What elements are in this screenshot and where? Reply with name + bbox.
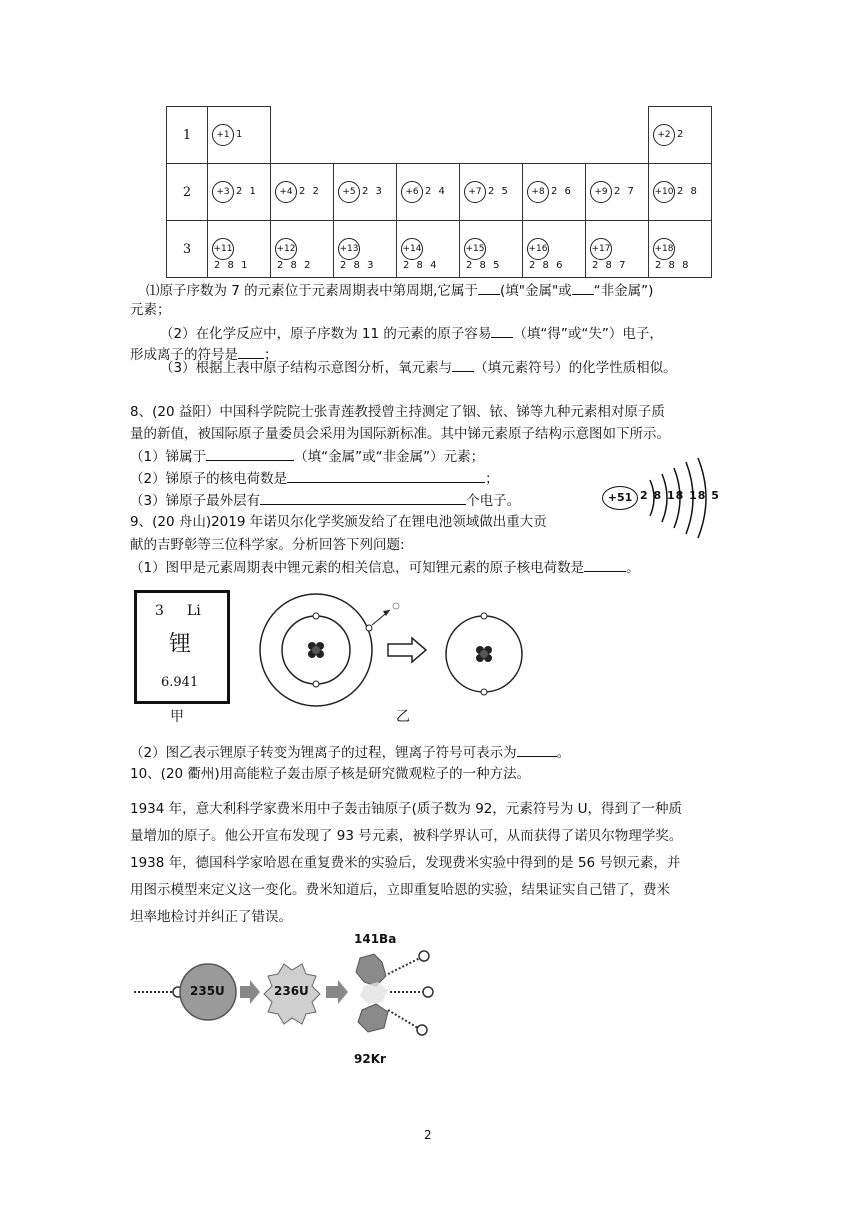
q7-text: (填"金属"或 bbox=[499, 283, 572, 299]
element-cell bbox=[460, 221, 523, 278]
nucleus: +14 bbox=[401, 238, 423, 260]
nucleus: +8 bbox=[527, 181, 549, 203]
nucleus: +6 bbox=[401, 181, 423, 203]
q7-text: （填元素符号）的化学性质相似。 bbox=[474, 360, 677, 376]
element-cell bbox=[397, 221, 460, 278]
lithium-ion-diagram bbox=[256, 588, 546, 708]
element-cell bbox=[271, 221, 334, 278]
periodic-table-fragment bbox=[166, 106, 712, 278]
element-cell bbox=[586, 164, 649, 221]
nucleus: +9 bbox=[590, 181, 612, 203]
q7-text: ； bbox=[264, 347, 278, 363]
nucleus: +5 bbox=[338, 181, 360, 203]
answer-blank[interactable] bbox=[517, 742, 557, 757]
q7-line2: 元素； bbox=[130, 302, 171, 318]
q8-line2: 量的新值，被国际原子量委员会采用为国际新标准。其中锑元素原子结构示意图如下所示。 bbox=[130, 426, 670, 442]
period-label: 1 bbox=[167, 107, 208, 164]
answer-blank[interactable] bbox=[491, 323, 513, 338]
q9-line2: 献的吉野彰等三位科学家。分析回答下列问题: bbox=[130, 537, 405, 553]
shell-electrons: 2 5 bbox=[488, 186, 510, 197]
q8-line5 bbox=[130, 490, 520, 511]
nucleus: +12 bbox=[275, 238, 297, 260]
figure-label-b: 乙 bbox=[396, 709, 410, 725]
nucleus: +7 bbox=[464, 181, 486, 203]
q10-para-line: 用图示模型来定义这一变化。费米知道后，立即重复哈恩的实验，结果证实自己错了，费米 bbox=[130, 882, 670, 898]
element-cell bbox=[649, 164, 712, 221]
figure-label-a: 甲 bbox=[170, 709, 184, 725]
q9-line1: 9、(20 舟山)2019 年诺贝尔化学奖颁发给了在锂电池领域做出重大贡 bbox=[130, 514, 547, 530]
q9-line3 bbox=[130, 557, 640, 578]
q10-para-line: 1938 年，德国科学家哈恩在重复费米的实验后，发现费米实验中得到的是 56 号钡元素，并 bbox=[130, 855, 681, 871]
nucleus: +13 bbox=[338, 238, 360, 260]
element-cell bbox=[334, 221, 397, 278]
q10-para-line: 坦率地检讨并纠正了错误。 bbox=[130, 909, 292, 925]
shell-electrons: 2 8 6 bbox=[529, 260, 565, 271]
q9-line4 bbox=[130, 742, 570, 763]
q9-text: （1）图甲是元素周期表中锂元素的相关信息，可知锂元素的原子核电荷数是 bbox=[130, 560, 585, 576]
q7-text: （3）根据上表中原子结构示意图分析，氧元素与 bbox=[160, 360, 453, 376]
shell-electrons: 2 8 3 bbox=[340, 260, 376, 271]
element-name: 锂 bbox=[169, 632, 192, 657]
answer-blank[interactable] bbox=[478, 280, 500, 295]
element-cell bbox=[271, 164, 334, 221]
q7-text: （2）在化学反应中，原子序数为 11 的元素的原子容易 bbox=[160, 326, 492, 342]
u235-label: 235U bbox=[190, 984, 225, 998]
period-label: 3 bbox=[167, 221, 208, 278]
q8-text: ； bbox=[485, 471, 499, 487]
nucleus: +4 bbox=[275, 181, 297, 203]
shell-electrons: 2 bbox=[677, 129, 686, 140]
q8-text: （1）锑属于 bbox=[130, 449, 207, 465]
q7-text: 形成离子的符号是 bbox=[130, 347, 238, 363]
answer-blank[interactable] bbox=[260, 490, 466, 505]
q9-text: 。 bbox=[556, 745, 571, 761]
answer-blank[interactable] bbox=[452, 357, 474, 372]
answer-blank[interactable] bbox=[572, 280, 594, 295]
shell-electrons: 2 3 bbox=[362, 186, 384, 197]
element-cell bbox=[523, 221, 586, 278]
element-cell bbox=[523, 164, 586, 221]
element-cell bbox=[649, 221, 712, 278]
q7-line1 bbox=[146, 280, 653, 301]
q8-text: （2）锑原子的核电荷数是 bbox=[130, 471, 288, 487]
nucleus: +11 bbox=[212, 238, 234, 260]
q9-text: （2）图乙表示锂原子转变为锂离子的过程，锂离子符号可表示为 bbox=[130, 745, 517, 761]
element-cell bbox=[208, 164, 271, 221]
shell-electrons: 2 8 2 bbox=[277, 260, 313, 271]
element-cell bbox=[586, 221, 649, 278]
q7-text: “非金属”) bbox=[593, 283, 654, 299]
answer-blank[interactable] bbox=[206, 446, 294, 461]
nucleus: +51 bbox=[602, 486, 638, 510]
q7-text: ⑴原子序数为 7 的元素位于元素周期表中第周期,它属于 bbox=[146, 283, 478, 299]
q8-line1: 8、(20 益阳）中国科学院院士张青莲教授曾主持测定了铟、铱、锑等九种元素相对原子质 bbox=[130, 404, 665, 420]
q9-text: 。 bbox=[626, 560, 640, 576]
q8-text: 个电子。 bbox=[466, 493, 521, 509]
shell-electrons: 2 4 bbox=[425, 186, 447, 197]
q8-text: （3）锑原子最外层有 bbox=[130, 493, 261, 509]
q8-line4 bbox=[130, 468, 499, 489]
nucleus: +2 bbox=[653, 124, 675, 146]
u236-label: 236U bbox=[274, 984, 309, 998]
nucleus: +16 bbox=[527, 238, 549, 260]
antimony-atom-diagram bbox=[600, 456, 720, 540]
shell-electrons: 2 8 8 bbox=[655, 260, 691, 271]
q7-line3 bbox=[160, 323, 663, 344]
answer-blank[interactable] bbox=[584, 557, 626, 572]
q10-para-line: 1934 年，意大利科学家费米用中子轰击铀原子(质子数为 92，元素符号为 U，得到了一种质 bbox=[130, 801, 683, 817]
nucleus: +17 bbox=[590, 238, 612, 260]
nucleus: +18 bbox=[653, 238, 675, 260]
q7-line5 bbox=[160, 357, 677, 378]
shell-electrons: 2 8 4 bbox=[403, 260, 439, 271]
shell-electrons: 1 bbox=[236, 129, 245, 140]
empty-cell bbox=[271, 107, 649, 164]
period-label: 2 bbox=[167, 164, 208, 221]
q10-line1: 10、(20 衢州)用高能粒子轰击原子核是研究微观粒子的一种方法。 bbox=[130, 766, 531, 782]
shell-electrons: 2 7 bbox=[614, 186, 636, 197]
shell-electrons: 2 6 bbox=[551, 186, 573, 197]
nucleus: +15 bbox=[464, 238, 486, 260]
shell-electrons: 2 8 bbox=[677, 186, 699, 197]
q7-text: （填“得”或“失”）电子， bbox=[513, 326, 663, 342]
element-cell bbox=[334, 164, 397, 221]
shell-electrons: 2 8 1 bbox=[214, 260, 250, 271]
nucleus: +10 bbox=[653, 181, 675, 203]
answer-blank[interactable] bbox=[287, 468, 485, 483]
shell-electrons: 2 8 18 18 5 bbox=[640, 489, 720, 502]
kr92-label: 92Kr bbox=[354, 1052, 386, 1066]
q8-text: （填“金属”或“非金属”）元素； bbox=[294, 449, 485, 465]
shell-electrons: 2 8 7 bbox=[592, 260, 628, 271]
q8-line3 bbox=[130, 446, 484, 467]
q10-para-line: 量增加的原子。他公开宣布发现了 93 号元素，被科学界认可，从而获得了诺贝尔物理学奖。 bbox=[130, 828, 683, 844]
element-symbol: Li bbox=[187, 603, 201, 619]
atomic-mass: 6.941 bbox=[161, 675, 199, 690]
element-cell bbox=[208, 221, 271, 278]
shell-electrons: 2 8 5 bbox=[466, 260, 502, 271]
ba141-label: 141Ba bbox=[354, 932, 397, 946]
shell-electrons: 2 2 bbox=[299, 186, 321, 197]
shell-electrons: 2 1 bbox=[236, 186, 258, 197]
element-cell bbox=[460, 164, 523, 221]
atomic-number: 3 bbox=[155, 603, 164, 619]
element-cell bbox=[208, 107, 271, 164]
lithium-element-card bbox=[134, 590, 230, 704]
page-number: 2 bbox=[424, 1128, 432, 1142]
fission-diagram bbox=[132, 924, 442, 1074]
nucleus: +3 bbox=[212, 181, 234, 203]
element-cell bbox=[397, 164, 460, 221]
nucleus: +1 bbox=[212, 124, 234, 146]
element-cell bbox=[649, 107, 712, 164]
